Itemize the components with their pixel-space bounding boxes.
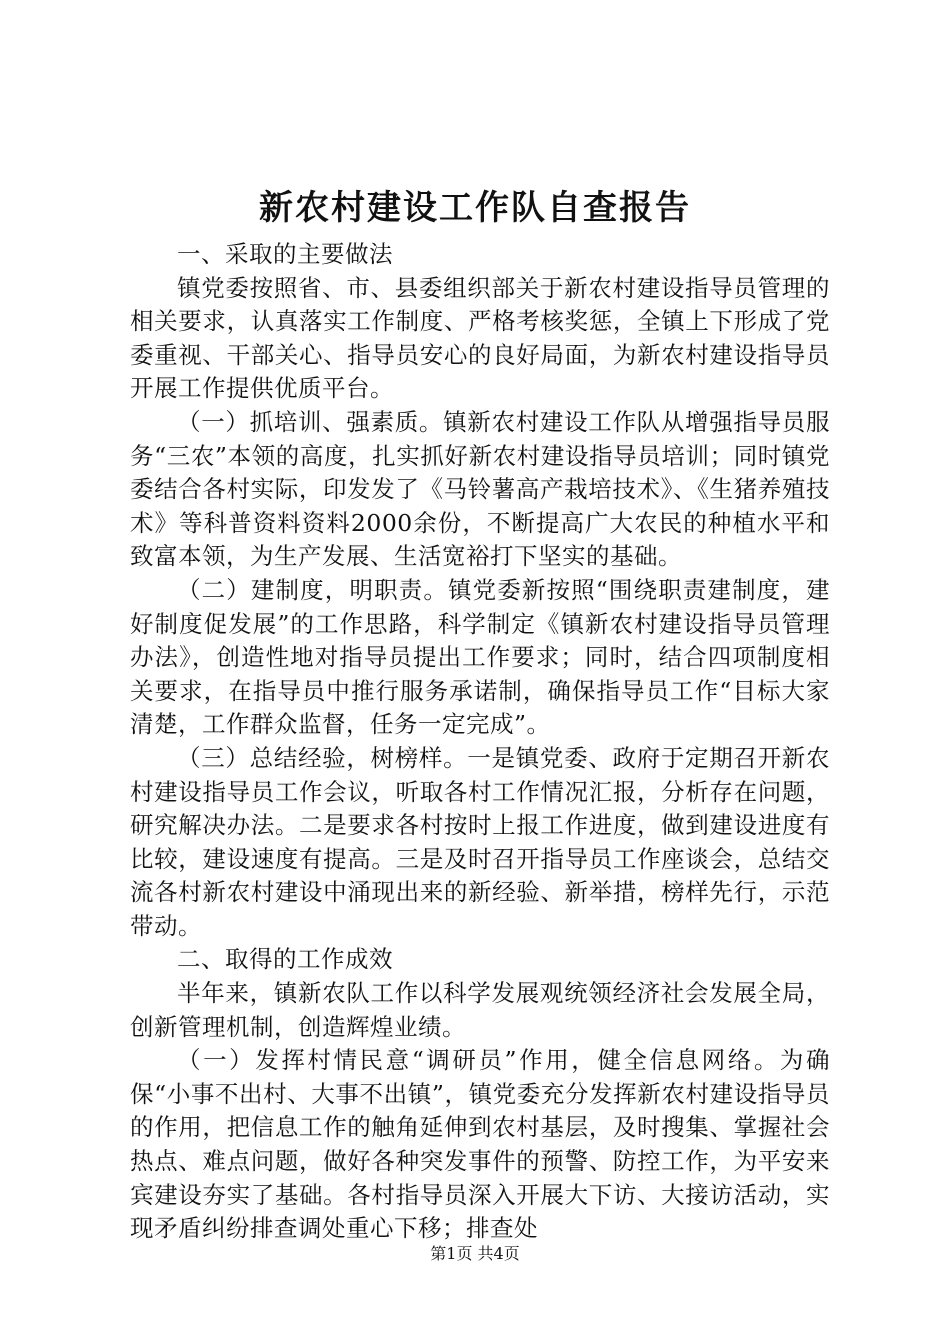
document-body [130, 238, 830, 1246]
body-paragraph: 半年来，镇新农队工作以科学发展观统领经济社会发展全局，创新管理机制，创造辉煌业绩。 [130, 979, 830, 1041]
section-heading: 一、采取的主要做法 [177, 240, 393, 268]
page-number-footer: 第1页 共4页 [430, 1244, 520, 1263]
body-paragraph: （三）总结经验，树榜样。一是镇党委、政府于定期召开新农村建设指导员工作会议，听取各村工作情况汇报，分析存在问题，研究解决办法。二是要求各村按时上报工作进度，做到建设进度有比较，建设速度有提高。三是及时召开指导员工作座谈会，总结交流各村新农村建设中涌现出来的新经验、新举措，榜样先行，示范带动。 [130, 743, 830, 940]
page-title: 新农村建设工作队自查报告 [259, 188, 691, 228]
body-paragraph: （一）抓培训、强素质。镇新农村建设工作队从增强指导员服务“三农”本领的高度，扎实抓好新农村建设指导员培训；同时镇党委结合各村实际，印发发了《马铃薯高产栽培技术》、《生猪养殖技术》等科普资料资料2000余份，不断提高广大农民的种植水平和致富本领，为生产发展、生活宽裕打下坚实的基础。 [130, 407, 830, 571]
body-paragraph: （一）发挥村情民意“调研员”作用，健全信息网络。为确保“小事不出村、大事不出镇”，镇党委充分发挥新农村建设指导员的作用，把信息工作的触角延伸到农村基层，及时搜集、掌握社会热点、难点问题，做好各种突发事件的预警、防控工作，为平安来宾建设夯实了基础。各村指导员深入开展大下访、大接访活动，实现矛盾纠纷排查调处重心下移；排查处 [130, 1046, 830, 1243]
body-paragraph: 镇党委按照省、市、县委组织部关于新农村建设指导员管理的相关要求，认真落实工作制度、严格考核奖惩，全镇上下形成了党委重视、干部关心、指导员安心的良好局面，为新农村建设指导员开展工作提供优质平台。 [130, 273, 830, 403]
body-paragraph: （二）建制度，明职责。镇党委新按照“围绕职责建制度，建好制度促发展”的工作思路，科学制定《镇新农村建设指导员管理办法》，创造性地对指导员提出工作要求；同时，结合四项制度相关要求，在指导员中推行服务承诺制，确保指导员工作“目标大家清楚，工作群众监督，任务一定完成”。 [130, 575, 830, 739]
section-heading: 二、取得的工作成效 [177, 945, 393, 974]
